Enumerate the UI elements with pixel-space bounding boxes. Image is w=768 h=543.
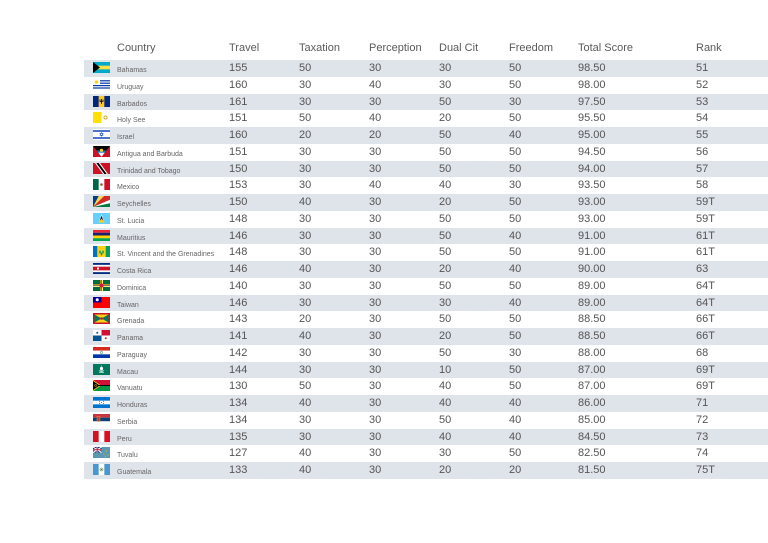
taxation-score: 30 [299,145,312,158]
perception-score: 30 [369,246,382,259]
dual-cit-score: 50 [439,95,452,108]
seychelles-flag-icon [93,196,110,207]
travel-score: 155 [229,62,248,74]
travel-score: 141 [229,330,248,342]
rank-value: 74 [696,447,709,460]
perception-score: 30 [369,95,382,108]
rank-value: 64T [696,296,715,309]
israel-flag-icon [93,129,110,140]
travel-score: 148 [229,246,248,259]
country-name: Grenada [117,318,145,326]
travel-score: 161 [229,95,248,108]
table-body [84,60,768,479]
header-perception: Perception [369,42,422,54]
rank-value: 57 [696,162,709,175]
mauritius-flag-icon [93,230,110,241]
dual-cit-score: 40 [439,179,452,192]
perception-score: 30 [369,430,382,443]
uruguay-flag-icon [93,79,110,90]
dual-cit-score: 50 [439,129,452,141]
holy-see-flag-icon [93,112,110,123]
country-name: Peru [117,435,132,443]
total-score: 89.00 [578,296,606,309]
dual-cit-score: 50 [439,279,452,292]
dual-cit-score: 20 [439,196,452,208]
total-score: 93.00 [578,196,606,208]
table-row [84,110,768,127]
perception-score: 30 [369,346,382,359]
perception-score: 30 [369,313,382,326]
perception-score: 30 [369,62,382,74]
total-score: 82.50 [578,447,606,460]
country-name: Honduras [117,402,148,409]
panama-flag-icon [93,330,110,341]
st-lucia-flag-icon [93,213,110,224]
freedom-score: 30 [509,179,522,192]
header-dual-cit: Dual Cit [439,42,479,54]
taxation-score: 30 [299,430,312,443]
table-row [84,295,768,312]
country-name: Vanuatu [117,385,143,393]
freedom-score: 40 [509,430,522,443]
macau-flag-icon [93,364,110,375]
table-row [84,244,768,261]
taxation-score: 30 [299,363,312,376]
table-row [84,278,768,295]
antigua-and-barbuda-flag-icon [93,146,110,157]
rank-value: 59T [696,196,715,208]
perception-score: 30 [369,212,382,225]
freedom-score: 30 [509,95,522,108]
dual-cit-score: 30 [439,447,452,460]
dual-cit-score: 40 [439,380,452,393]
taxation-score: 30 [299,246,312,259]
taxation-score: 40 [299,330,312,342]
total-score: 98.00 [578,78,606,91]
travel-score: 146 [229,296,248,309]
country-name: Macau [117,368,139,376]
dual-cit-score: 20 [439,330,452,342]
freedom-score: 40 [509,229,522,242]
perception-score: 30 [369,464,382,476]
dual-cit-score: 50 [439,346,452,359]
table-row [84,378,768,395]
table-row [84,445,768,462]
dual-cit-score: 50 [439,162,452,175]
table-row [84,77,768,94]
dual-cit-score: 30 [439,62,452,74]
travel-score: 140 [229,279,248,292]
perception-score: 30 [369,380,382,393]
perception-score: 40 [369,78,382,91]
total-score: 93.50 [578,179,606,192]
travel-score: 144 [229,363,248,376]
table-row [84,328,768,345]
taxation-score: 30 [299,346,312,359]
table-row [84,127,768,144]
total-score: 88.50 [578,330,606,342]
country-name: Mauritius [117,234,146,242]
header-taxation: Taxation [299,42,340,54]
dual-cit-score: 50 [439,229,452,242]
rank-value: 75T [696,464,715,476]
taxation-score: 30 [299,296,312,309]
dual-cit-score: 40 [439,430,452,443]
header-freedom: Freedom [509,42,554,54]
freedom-score: 50 [509,246,522,259]
total-score: 95.00 [578,129,606,141]
perception-score: 30 [369,330,382,342]
freedom-score: 30 [509,346,522,359]
taxation-score: 30 [299,179,312,192]
dual-cit-score: 30 [439,296,452,309]
country-name: Israel [117,134,135,141]
dual-cit-score: 50 [439,212,452,225]
taxation-score: 30 [299,78,312,91]
perception-score: 40 [369,112,382,125]
barbados-flag-icon [93,96,110,107]
travel-score: 130 [229,380,248,393]
freedom-score: 50 [509,212,522,225]
total-score: 87.00 [578,380,606,393]
freedom-score: 40 [509,397,522,409]
header-total-score: Total Score [578,42,634,54]
total-score: 97.50 [578,95,606,108]
travel-score: 143 [229,313,248,326]
perception-score: 30 [369,145,382,158]
dual-cit-score: 10 [439,363,452,376]
perception-score: 20 [369,129,382,141]
dual-cit-score: 50 [439,145,452,158]
rank-value: 68 [696,346,709,359]
perception-score: 30 [369,279,382,292]
perception-score: 30 [369,162,382,175]
rank-value: 53 [696,95,709,108]
travel-score: 134 [229,413,248,426]
freedom-score: 50 [509,279,522,292]
taxation-score: 40 [299,263,312,275]
country-name: St. Lucia [117,217,145,225]
mexico-flag-icon [93,179,110,190]
rank-value: 55 [696,129,709,141]
rank-value: 71 [696,397,709,409]
taxation-score: 50 [299,380,312,393]
taxation-score: 30 [299,279,312,292]
guatemala-flag-icon [93,464,110,475]
rank-value: 63 [696,263,709,275]
country-name: Bahamas [117,67,147,74]
taxation-score: 30 [299,229,312,242]
paraguay-flag-icon [93,347,110,358]
freedom-score: 40 [509,296,522,309]
freedom-score: 50 [509,145,522,158]
taxation-score: 40 [299,464,312,476]
total-score: 88.00 [578,346,606,359]
freedom-score: 50 [509,363,522,376]
travel-score: 133 [229,464,248,476]
country-name: Paraguay [117,351,147,359]
taxation-score: 30 [299,212,312,225]
serbia-flag-icon [93,414,110,425]
table-row [84,194,768,211]
taxation-score: 50 [299,112,312,125]
country-name: Antigua and Barbuda [117,150,183,158]
rank-value: 66T [696,313,715,326]
taxation-score: 20 [299,313,312,326]
country-name: Dominica [117,284,147,292]
taxation-score: 40 [299,397,312,409]
perception-score: 30 [369,196,382,208]
travel-score: 160 [229,78,248,91]
total-score: 93.00 [578,212,606,225]
bahamas-flag-icon [93,62,110,73]
vanuatu-flag-icon [93,380,110,391]
travel-score: 142 [229,346,248,359]
freedom-score: 20 [509,464,522,476]
dual-cit-score: 20 [439,464,452,476]
freedom-score: 40 [509,129,522,141]
travel-score: 146 [229,263,248,275]
taxation-score: 50 [299,62,312,74]
rank-value: 66T [696,330,715,342]
dual-cit-score: 50 [439,246,452,259]
table-row [84,177,768,194]
total-score: 90.00 [578,263,606,275]
perception-score: 30 [369,413,382,426]
travel-score: 148 [229,212,248,225]
rank-value: 59T [696,212,715,225]
rank-value: 72 [696,413,709,426]
taiwan-flag-icon [93,297,110,308]
table-row [84,395,768,412]
table-row [84,60,768,77]
total-score: 95.50 [578,112,606,125]
dual-cit-score: 30 [439,78,452,91]
travel-score: 151 [229,145,248,158]
perception-score: 30 [369,397,382,409]
rank-value: 69T [696,363,715,376]
freedom-score: 50 [509,313,522,326]
country-name: Holy See [117,117,146,125]
table-row [84,362,768,379]
table-row [84,94,768,111]
country-name: Costa Rica [117,268,152,275]
rank-value: 61T [696,229,715,242]
table-row [84,462,768,479]
freedom-score: 50 [509,380,522,393]
table-row [84,345,768,362]
dominica-flag-icon [93,280,110,291]
table-row [84,429,768,446]
perception-score: 30 [369,296,382,309]
total-score: 98.50 [578,62,606,74]
country-name: Serbia [117,418,138,426]
dual-cit-score: 50 [439,413,452,426]
total-score: 91.00 [578,229,606,242]
freedom-score: 50 [509,162,522,175]
rank-value: 69T [696,380,715,393]
total-score: 94.00 [578,162,606,175]
travel-score: 135 [229,430,248,443]
table-row [84,412,768,429]
country-name: Tuvalu [117,452,138,460]
table-header [84,40,768,60]
dual-cit-score: 50 [439,313,452,326]
peru-flag-icon [93,431,110,442]
perception-score: 30 [369,263,382,275]
country-name: Trinidad and Tobago [117,167,181,175]
dual-cit-score: 20 [439,112,452,125]
taxation-score: 30 [299,162,312,175]
total-score: 94.50 [578,145,606,158]
taxation-score: 40 [299,447,312,460]
freedom-score: 50 [509,112,522,125]
honduras-flag-icon [93,397,110,408]
total-score: 88.50 [578,313,606,326]
perception-score: 30 [369,229,382,242]
table-row [84,311,768,328]
travel-score: 134 [229,397,248,409]
total-score: 89.00 [578,279,606,292]
country-name: Panama [117,335,144,342]
costa-rica-flag-icon [93,263,110,274]
taxation-score: 30 [299,95,312,108]
freedom-score: 50 [509,78,522,91]
taxation-score: 20 [299,129,312,141]
country-name: Barbados [117,100,147,108]
rank-value: 73 [696,430,709,443]
ranking-table [84,40,768,479]
total-score: 84.50 [578,430,606,443]
perception-score: 30 [369,447,382,460]
header-rank: Rank [696,42,722,54]
freedom-score: 40 [509,263,522,275]
header-travel: Travel [229,42,260,54]
table-row [84,161,768,178]
travel-score: 127 [229,447,248,460]
table-row [84,211,768,228]
rank-value: 56 [696,145,709,158]
table-row [84,144,768,161]
rank-value: 61T [696,246,715,259]
travel-score: 150 [229,196,248,208]
country-name: St. Vincent and the Grenadines [117,251,215,259]
country-name: Uruguay [117,83,144,91]
dual-cit-score: 20 [439,263,452,275]
grenada-flag-icon [93,313,110,324]
rank-value: 52 [696,78,709,91]
country-name: Guatemala [117,469,152,476]
total-score: 81.50 [578,464,606,476]
total-score: 91.00 [578,246,606,259]
travel-score: 153 [229,179,248,192]
header-country: Country [117,42,156,54]
travel-score: 146 [229,229,248,242]
rank-value: 51 [696,62,709,74]
freedom-score: 50 [509,62,522,74]
trinidad-and-tobago-flag-icon [93,163,110,174]
country-name: Mexico [117,184,140,192]
travel-score: 150 [229,162,248,175]
rank-value: 58 [696,179,709,192]
travel-score: 160 [229,129,248,141]
rank-value: 64T [696,279,715,292]
total-score: 86.00 [578,397,606,409]
rank-value: 54 [696,112,709,125]
freedom-score: 50 [509,196,522,208]
table-row [84,261,768,278]
taxation-score: 30 [299,413,312,426]
st-vincent-flag-icon [93,246,110,257]
total-score: 87.00 [578,363,606,376]
dual-cit-score: 40 [439,397,452,409]
freedom-score: 50 [509,447,522,460]
country-name: Seychelles [117,201,151,208]
perception-score: 30 [369,363,382,376]
table-row [84,228,768,245]
perception-score: 40 [369,179,382,192]
taxation-score: 40 [299,196,312,208]
total-score: 85.00 [578,413,606,426]
country-name: Taiwan [117,301,139,309]
freedom-score: 50 [509,330,522,342]
travel-score: 151 [229,112,248,125]
tuvalu-flag-icon [93,447,110,458]
freedom-score: 40 [509,413,522,426]
